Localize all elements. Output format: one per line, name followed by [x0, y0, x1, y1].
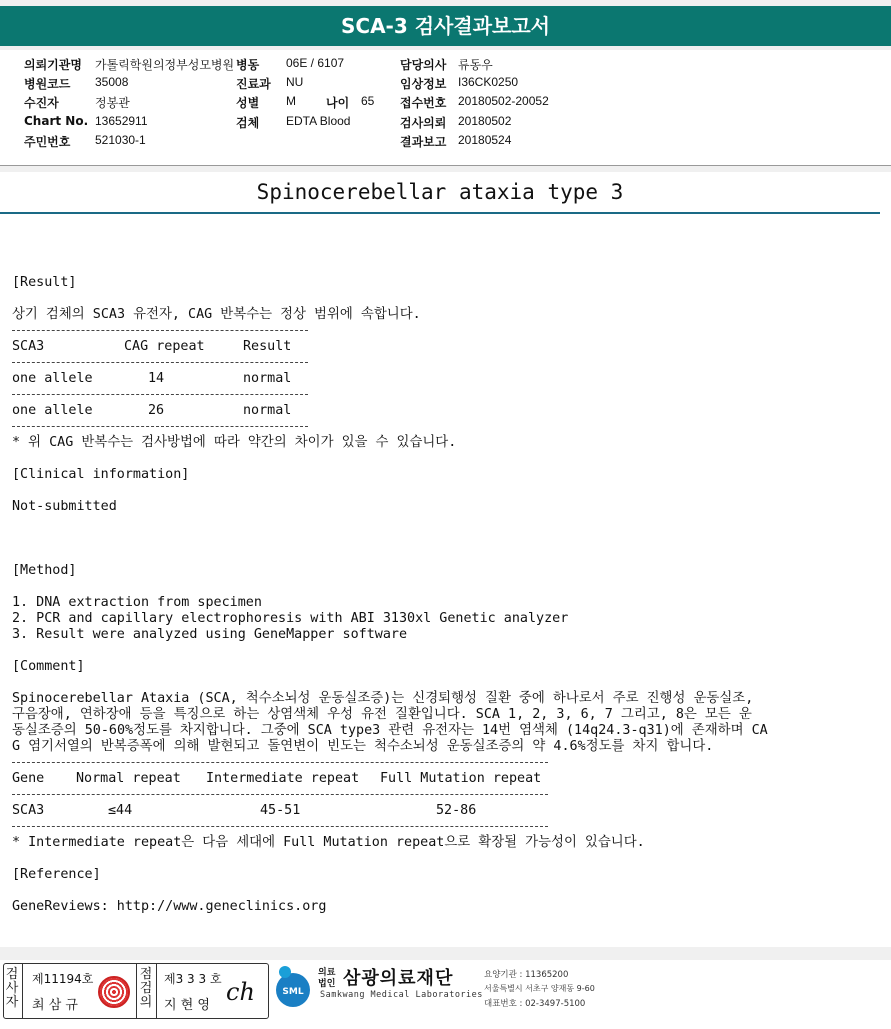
report-title: SCA-3 검사결과보고서	[341, 14, 550, 38]
repeat-header-normal: Normal repeat	[76, 771, 181, 786]
info-label: 결과보고	[400, 135, 447, 149]
table-divider	[12, 362, 308, 363]
info-row	[0, 56, 891, 74]
repeat-note: * Intermediate repeat은 다음 세대에 Full Mutation repeat으로 확장될 가능성이 있습니다.	[12, 835, 645, 850]
reference-heading: [Reference]	[12, 867, 101, 882]
info-value: EDTA Blood	[286, 114, 351, 128]
result-header-repeat: CAG repeat	[124, 339, 205, 354]
tester-label: 검사자	[5, 967, 19, 1010]
info-value: 정봉관	[95, 96, 130, 110]
result-row-result: normal	[243, 371, 292, 386]
tester-name: 최 삼 규	[32, 998, 78, 1013]
result-text: 상기 검체의 SCA3 유전자, CAG 반복수는 정상 범위에 속합니다.	[12, 307, 421, 322]
repeat-row-normal: ≤44	[108, 803, 133, 818]
info-value: 류동우	[458, 58, 493, 72]
result-header-result: Result	[243, 339, 292, 354]
reviewer-label: 점검의	[139, 967, 153, 1010]
org-address: 서울특별시 서초구 양재동 9-60	[484, 984, 595, 993]
title-divider	[0, 212, 880, 214]
info-label: 수진자	[24, 96, 59, 110]
info-row	[0, 114, 891, 132]
age-label: 나이	[326, 96, 350, 110]
signature: ch	[226, 978, 255, 1006]
info-label: 검사의뢰	[400, 116, 447, 130]
info-label: 의뢰기관명	[24, 58, 82, 72]
result-row-allele: one allele	[12, 403, 93, 418]
patient-info-panel	[0, 50, 891, 166]
info-label: 담당의사	[400, 58, 447, 72]
info-value: 35008	[95, 75, 129, 89]
repeat-header-intermediate: Intermediate repeat	[206, 771, 360, 786]
reviewer-license: 제3 3 3 호	[164, 972, 222, 986]
table-divider	[12, 426, 308, 427]
org-name: 삼광의료재단	[343, 968, 454, 989]
method-item: 3. Result were analyzed using GeneMapper software	[12, 627, 408, 642]
info-label: 주민번호	[24, 135, 71, 149]
info-label: 성별	[236, 96, 260, 110]
table-divider	[12, 394, 308, 395]
report-footer	[0, 960, 891, 1029]
info-value: I36CK0250	[458, 75, 519, 89]
info-label: 진료과	[236, 77, 271, 91]
info-label: 접수번호	[400, 96, 447, 110]
info-label: 병원코드	[24, 77, 71, 91]
logo-text: SML	[282, 987, 304, 997]
info-row	[0, 133, 891, 151]
divider	[136, 964, 137, 1018]
comment-line: 구음장애, 연하장애 등을 특징으로 하는 상염색체 우성 유전 질환입니다. SCA 1, 2, 3, 6, 7 그리고, 8은 모든 운	[12, 707, 752, 722]
sml-logo-icon	[271, 964, 315, 1008]
clinical-heading: [Clinical information]	[12, 467, 190, 482]
comment-line: 동실조증의 50-60%정도를 차지합니다. 그중에 SCA type3 관련 유전자는 14번 염색체 (14q24.3-q31)에 존재하며 CA	[12, 723, 768, 738]
repeat-header-full: Full Mutation repeat	[380, 771, 542, 786]
reference-text: GeneReviews: http://www.geneclinics.org	[12, 899, 327, 914]
info-row	[0, 94, 891, 112]
comment-heading: [Comment]	[12, 659, 85, 674]
result-row-allele: one allele	[12, 371, 93, 386]
info-value: NU	[286, 75, 304, 89]
result-row-repeat: 26	[148, 403, 165, 418]
info-value: M	[286, 94, 296, 108]
divider	[156, 964, 157, 1018]
repeat-row-intermediate: 45-51	[260, 803, 301, 818]
method-item: 2. PCR and capillary electrophoresis with ABI 3130xl Genetic analyzer	[12, 611, 569, 626]
org-code: 요양기관 : 11365200	[484, 970, 569, 980]
result-note: * 위 CAG 반복수는 검사방법에 따라 약간의 차이가 있을 수 있습니다.	[12, 435, 457, 450]
repeat-row-gene: SCA3	[12, 803, 45, 818]
info-label: 검체	[236, 116, 260, 130]
tester-license: 제11194호	[32, 972, 94, 986]
result-heading: [Result]	[12, 275, 77, 290]
table-divider	[12, 794, 548, 795]
table-divider	[12, 826, 548, 827]
result-row-result: normal	[243, 403, 292, 418]
info-value: 06E / 6107	[286, 56, 345, 70]
official-seal	[98, 976, 130, 1008]
age-value: 65	[361, 94, 375, 108]
divider	[22, 964, 23, 1018]
info-value: 20180524	[458, 133, 512, 147]
org-phone: 대표번호 : 02-3497-5100	[484, 999, 586, 1009]
info-row	[0, 75, 891, 93]
info-value: 13652911	[95, 114, 148, 128]
method-heading: [Method]	[12, 563, 77, 578]
org-type: 의료 법인	[318, 968, 336, 989]
report-title-bar	[0, 6, 891, 46]
repeat-header-gene: Gene	[12, 771, 45, 786]
table-divider	[12, 762, 548, 763]
result-row-repeat: 14	[148, 371, 165, 386]
result-header-gene: SCA3	[12, 339, 45, 354]
signature-box	[3, 963, 269, 1019]
comment-line: Spinocerebellar Ataxia (SCA, 척수소뇌성 운동실조증)는 신경퇴행성 질환 중에 하나로서 주로 진행성 운동실조,	[12, 691, 754, 706]
table-divider	[12, 330, 308, 331]
info-value: 가톨릭학원의정부성모병원	[95, 58, 235, 72]
info-label: Chart No.	[24, 114, 89, 128]
info-label: 병동	[236, 58, 260, 72]
repeat-row-full: 52-86	[436, 803, 477, 818]
method-item: 1. DNA extraction from specimen	[12, 595, 262, 610]
comment-line: G 염기서열의 반복증폭에 의해 발현되고 돌연변이 빈도는 척수소뇌성 운동실조증의 약 4.6%정도를 차지 합니다.	[12, 739, 714, 754]
info-value: 521030-1	[95, 133, 146, 147]
clinical-text: Not-submitted	[12, 499, 117, 514]
report-body	[0, 172, 891, 947]
info-value: 20180502-20052	[458, 94, 549, 108]
info-label: 임상정보	[400, 77, 447, 91]
reviewer-name: 지 현 영	[164, 998, 210, 1013]
org-english-name: Samkwang Medical Laboratories	[320, 990, 483, 1000]
info-value: 20180502	[458, 114, 512, 128]
document-title: Spinocerebellar ataxia type 3	[256, 180, 624, 204]
